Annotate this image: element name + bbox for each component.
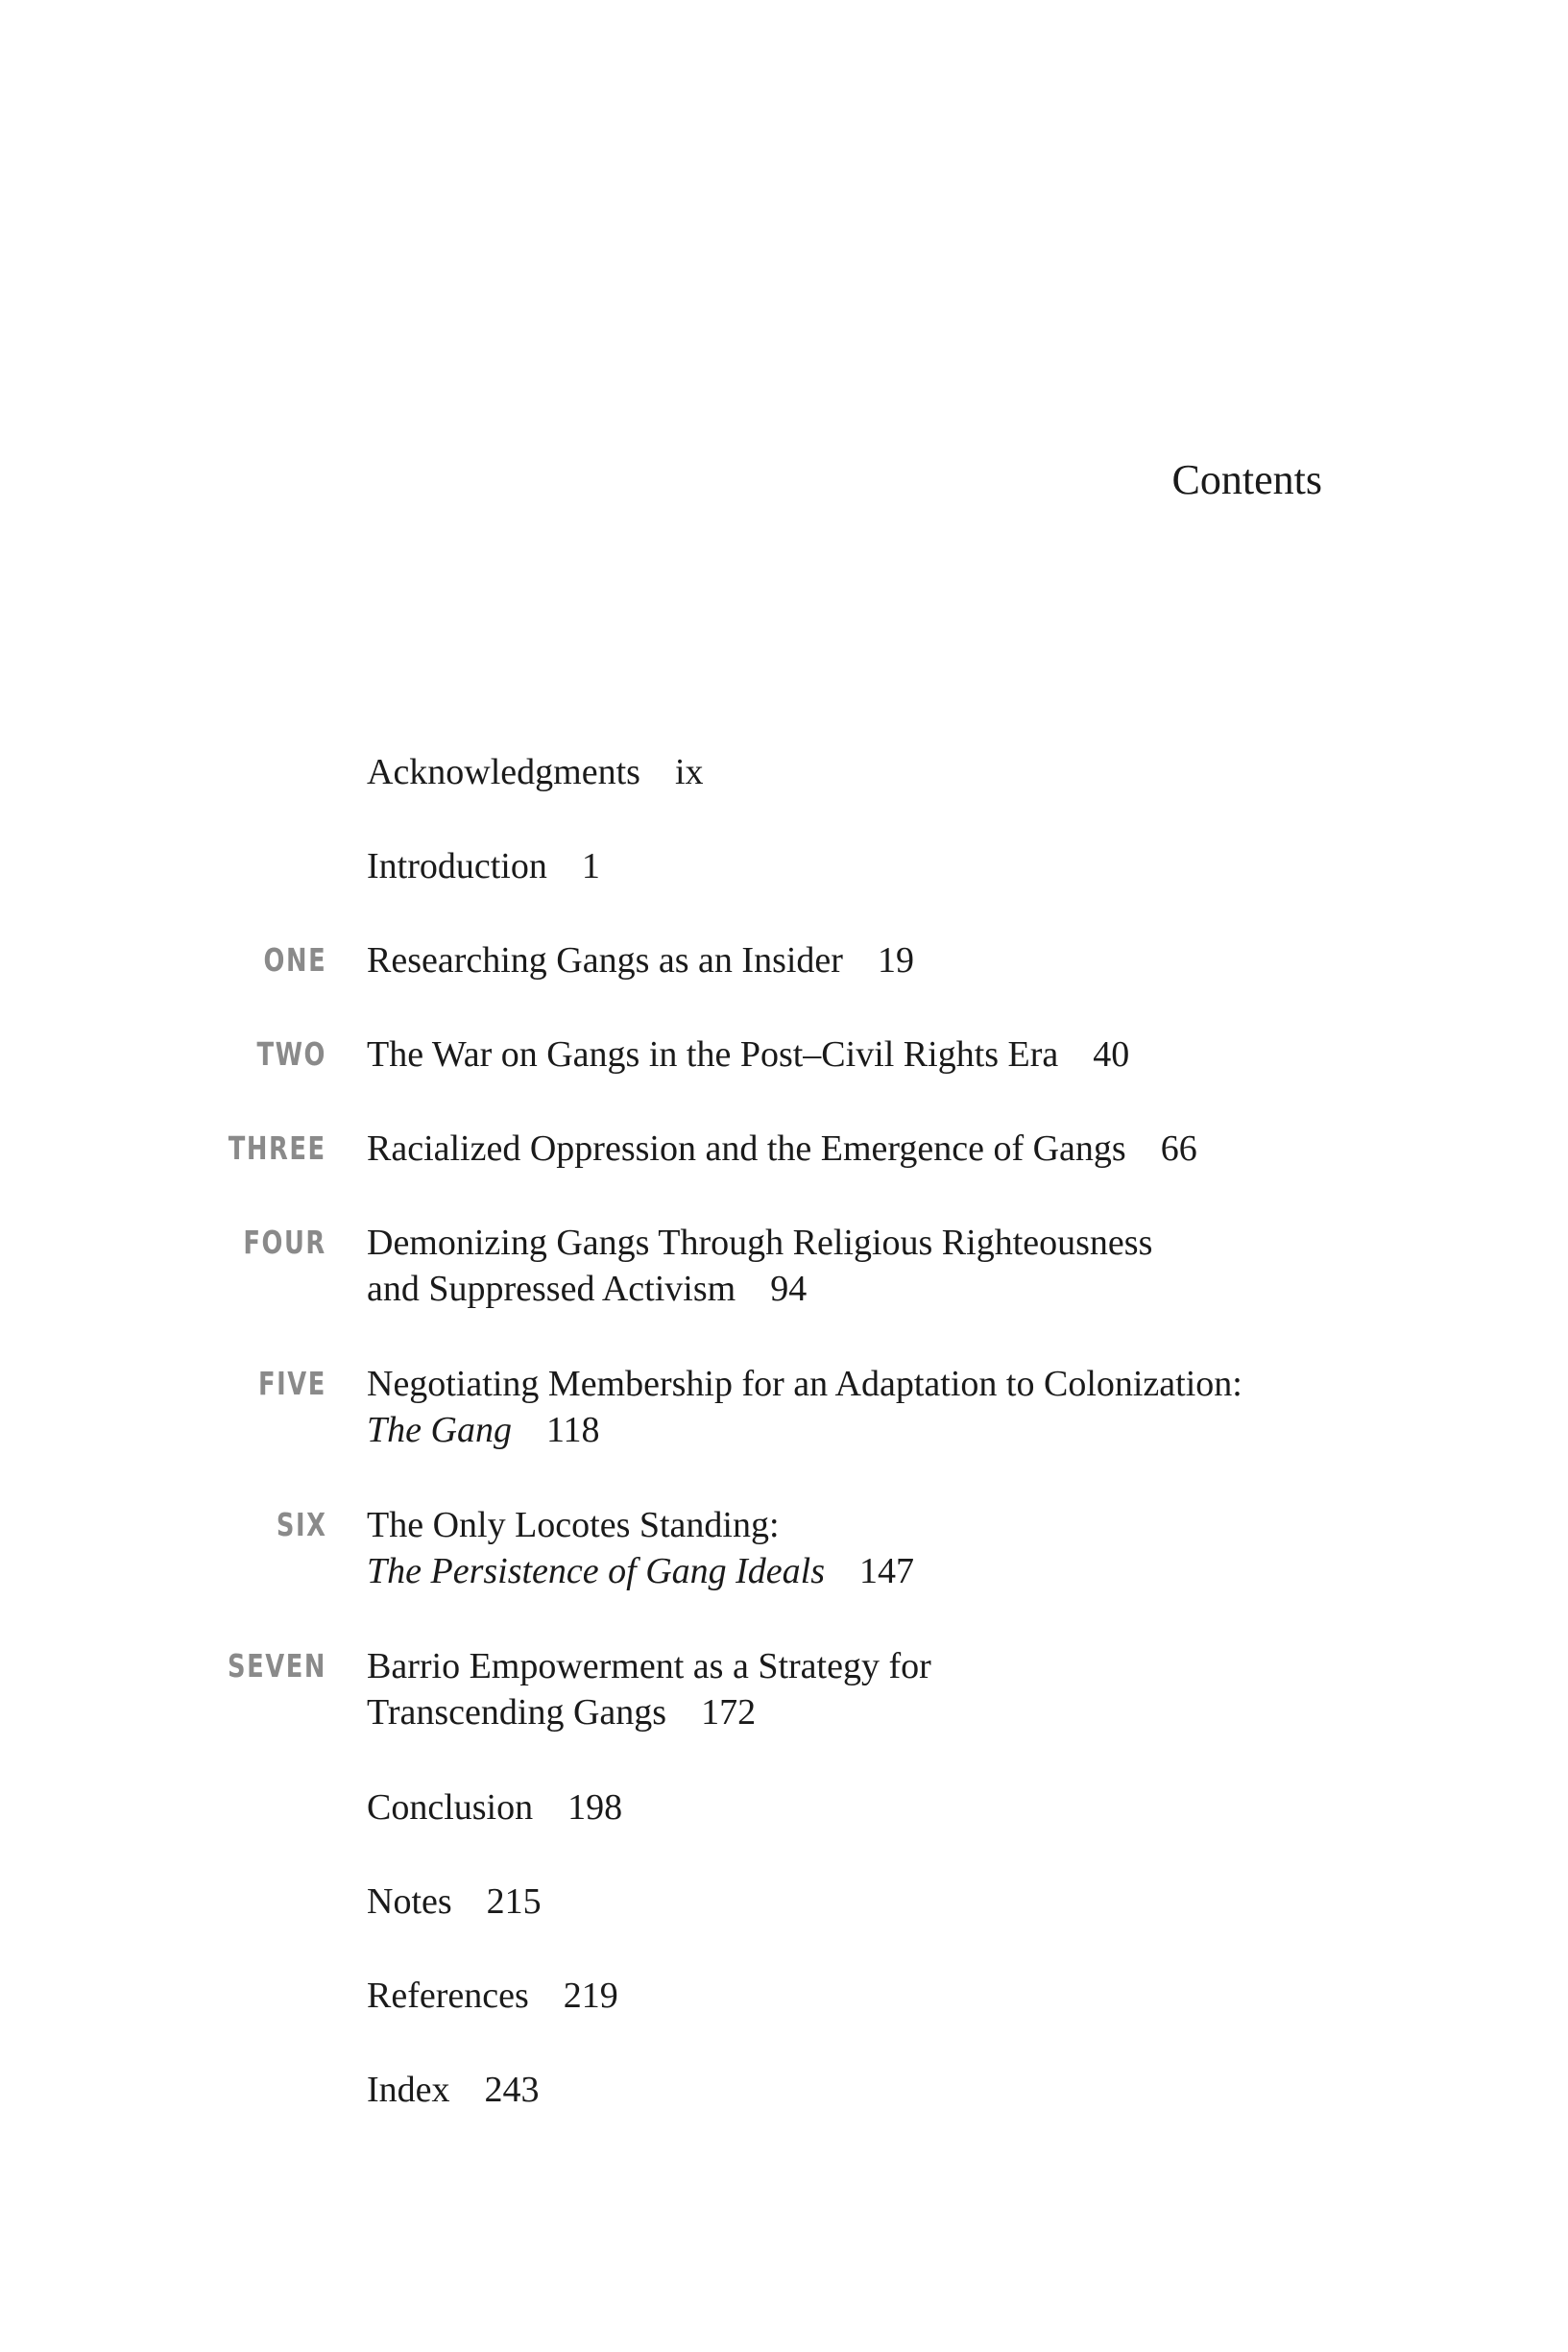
entry-title: Index — [367, 2070, 450, 2110]
page-number: ix — [674, 752, 704, 792]
entry-title: References — [367, 1976, 529, 2016]
entry-text — [367, 1220, 1327, 1312]
chapter-number: FOUR — [243, 1224, 326, 1261]
entry-title: Notes — [367, 1881, 452, 1922]
entry-text — [367, 1879, 1327, 1925]
chapter-number: FIVE — [258, 1365, 326, 1402]
entry-title-line: and Suppressed Activism — [367, 1269, 736, 1309]
page-number: 215 — [486, 1881, 542, 1922]
page-number: 172 — [701, 1692, 757, 1733]
entry-text — [367, 1361, 1327, 1453]
page-title: Contents — [1171, 456, 1322, 503]
entry-title-line: Transcending Gangs — [367, 1692, 667, 1733]
page-number: 1 — [581, 846, 600, 886]
entry-title: Researching Gangs as an Insider — [367, 940, 843, 981]
entry-text — [367, 937, 1327, 983]
page-number: 219 — [563, 1976, 618, 2016]
page-number: 118 — [545, 1410, 600, 1450]
page-number: 94 — [770, 1269, 808, 1309]
entry-title: Acknowledgments — [367, 752, 640, 792]
entry-title-line: The Gang — [367, 1410, 512, 1450]
entry-title: Conclusion — [367, 1787, 534, 1828]
page-number: 66 — [1160, 1128, 1197, 1169]
page-number: 147 — [859, 1551, 915, 1591]
entry-title: Racialized Oppression and the Emergence of Gangs — [367, 1128, 1126, 1169]
chapter-number: THREE — [229, 1129, 326, 1167]
chapter-number: ONE — [263, 941, 326, 979]
entry-title-line: The Only Locotes Standing: — [367, 1505, 780, 1545]
chapter-number: TWO — [256, 1035, 326, 1073]
entry-text — [367, 1784, 1327, 1831]
entry-title-line: Barrio Empowerment as a Strategy for — [367, 1646, 931, 1686]
entry-title: The War on Gangs in the Post–Civil Rights Era — [367, 1034, 1059, 1075]
entry-text — [367, 1126, 1327, 1172]
entry-text — [367, 749, 1327, 795]
page-number: 19 — [877, 940, 914, 981]
chapter-number: SIX — [276, 1506, 326, 1543]
entry-title-line: The Persistence of Gang Ideals — [367, 1551, 826, 1591]
entry-text — [367, 1643, 1327, 1735]
entry-text — [367, 1973, 1327, 2019]
page-number: 243 — [484, 2070, 540, 2110]
entry-title-line: Negotiating Membership for an Adaptation to Colonization: — [367, 1364, 1242, 1404]
entry-text — [367, 2067, 1327, 2113]
entry-title: Introduction — [367, 846, 547, 886]
entry-text — [367, 1502, 1327, 1594]
chapter-number: SEVEN — [228, 1647, 326, 1685]
entry-text — [367, 1031, 1327, 1078]
entry-title-line: Demonizing Gangs Through Religious Righteousness — [367, 1223, 1153, 1263]
page-number: 40 — [1093, 1034, 1130, 1075]
page-number: 198 — [567, 1787, 623, 1828]
entry-text — [367, 843, 1327, 889]
